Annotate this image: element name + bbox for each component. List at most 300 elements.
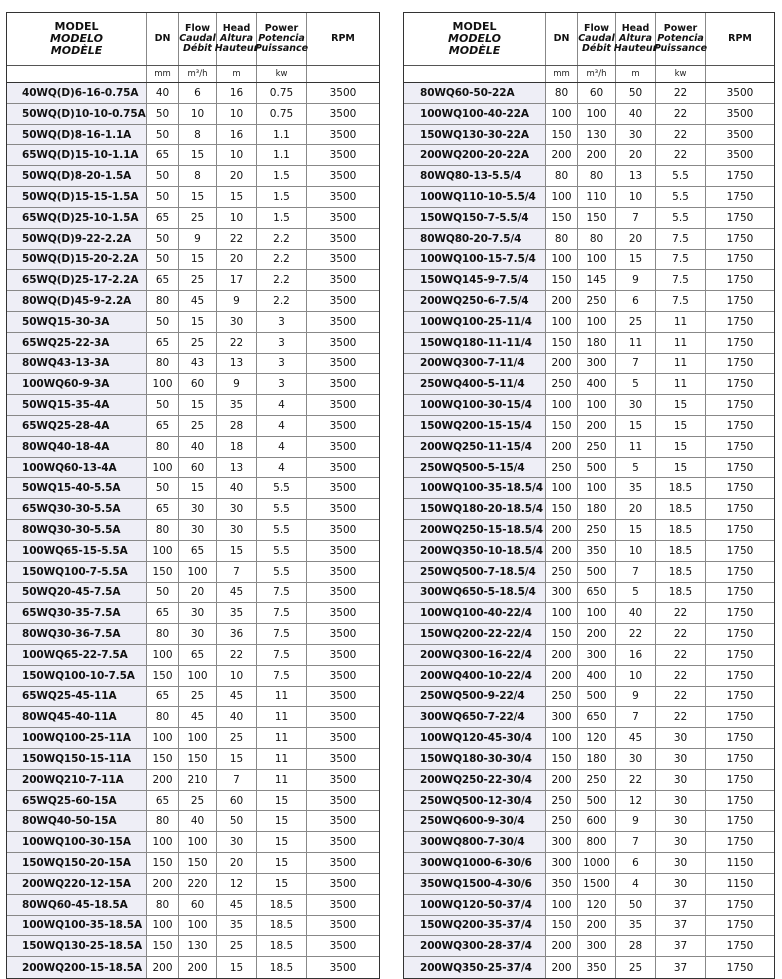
cell-rpm: 3500 [329,399,357,412]
cell-head: 22 [217,645,257,665]
cell-flow: 150 [578,208,616,228]
unit-rpm [706,66,774,82]
cell-rpm: 3500 [329,898,357,911]
cell-model: 200WQ400-10-22/4 [404,666,546,686]
cell-model: 80WQ40-18-4A [7,437,147,457]
table-row [7,603,379,624]
table-row [404,333,774,354]
cell-model: 200WQ200-15-18.5A [7,957,147,978]
cell-flow: 100 [179,916,217,936]
cell-head: 30 [217,832,257,852]
cell-flow: 350 [578,957,616,978]
cell-head: 15 [217,749,257,769]
cell-dn: 100 [147,728,179,748]
cell-rpm: 3500 [329,961,357,974]
cell-rpm: 3500 [329,170,357,183]
cell-power: 22 [656,104,706,124]
cell-model: 100WQ100-40-22A [404,104,546,124]
cell-rpm: 1750 [726,232,754,245]
table-row [404,145,774,166]
cell-dn: 100 [147,645,179,665]
cell-power: 7.5 [257,603,307,623]
cell-model: 80WQ60-50-22A [404,83,546,103]
cell-head: 40 [616,104,656,124]
cell-model: 150WQ200-22-22/4 [404,624,546,644]
cell-flow: 100 [179,562,217,582]
cell-rpm: 3500 [329,669,357,682]
cell-flow: 15 [179,395,217,415]
cell-dn: 65 [147,208,179,228]
cell-model: 50WQ(D)8-20-1.5A [7,166,147,186]
header-model-en: MODEL [54,20,99,33]
cell-rpm: 1750 [726,711,754,724]
cell-power: 1.1 [257,145,307,165]
table-row [7,707,379,728]
table-row [404,125,774,146]
cell-flow: 110 [578,187,616,207]
cell-power: 7.5 [257,645,307,665]
cell-head: 25 [616,312,656,332]
table-row [7,104,379,125]
cell-power: 22 [656,624,706,644]
cell-dn: 100 [546,104,578,124]
cell-rpm: 1750 [726,586,754,599]
cell-dn: 50 [147,166,179,186]
cell-flow: 25 [179,791,217,811]
cell-head: 35 [217,916,257,936]
cell-rpm: 3500 [329,253,357,266]
cell-flow: 60 [578,83,616,103]
table-row [404,874,774,895]
cell-flow: 8 [179,166,217,186]
cell-dn: 65 [147,145,179,165]
cell-dn: 200 [546,666,578,686]
cell-dn: 100 [546,728,578,748]
cell-dn: 100 [546,312,578,332]
cell-flow: 350 [578,541,616,561]
cell-rpm: 1750 [726,295,754,308]
cell-dn: 100 [147,374,179,394]
cell-flow: 25 [179,208,217,228]
cell-flow: 100 [578,250,616,270]
table-row [404,270,774,291]
cell-power: 11 [656,312,706,332]
cell-head: 9 [616,270,656,290]
cell-flow: 100 [578,603,616,623]
cell-head: 9 [217,291,257,311]
cell-power: 15 [257,832,307,852]
cell-power: 0.75 [257,104,307,124]
cell-head: 12 [616,791,656,811]
cell-dn: 50 [147,478,179,498]
cell-rpm: 1750 [726,898,754,911]
cell-rpm: 3500 [329,711,357,724]
cell-dn: 200 [546,520,578,540]
cell-dn: 100 [546,895,578,915]
cell-dn: 80 [546,83,578,103]
cell-power: 11 [656,374,706,394]
cell-rpm: 3500 [726,149,754,162]
cell-head: 35 [616,478,656,498]
cell-rpm: 1750 [726,190,754,203]
cell-model: 65WQ30-35-7.5A [7,603,147,623]
cell-dn: 200 [147,874,179,894]
cell-rpm: 3500 [329,815,357,828]
cell-rpm: 1750 [726,274,754,287]
cell-dn: 50 [147,250,179,270]
cell-model: 80WQ(D)45-9-2.2A [7,291,147,311]
table-row [7,312,379,333]
cell-model: 65WQ(D)25-17-2.2A [7,270,147,290]
cell-model: 300WQ1000-6-30/6 [404,853,546,873]
cell-model: 200WQ250-11-15/4 [404,437,546,457]
cell-head: 9 [616,687,656,707]
cell-dn: 50 [147,583,179,603]
cell-flow: 30 [179,603,217,623]
cell-rpm: 1750 [726,315,754,328]
cell-model: 100WQ60-13-4A [7,458,147,478]
cell-dn: 100 [147,458,179,478]
cell-model: 100WQ100-25-11/4 [404,312,546,332]
cell-rpm: 1750 [726,836,754,849]
table-row [404,229,774,250]
cell-power: 7.5 [656,291,706,311]
cell-power: 5.5 [257,541,307,561]
cell-power: 5.5 [257,499,307,519]
cell-rpm: 1750 [726,336,754,349]
cell-flow: 200 [179,957,217,978]
cell-dn: 65 [147,499,179,519]
table-row [7,936,379,957]
cell-rpm: 3500 [329,877,357,890]
cell-flow: 6 [179,83,217,103]
cell-flow: 300 [578,354,616,374]
header-dn: DN [147,13,179,65]
cell-flow: 500 [578,687,616,707]
table-row [404,957,774,978]
table-row [404,562,774,583]
cell-power: 2.2 [257,229,307,249]
cell-power: 22 [656,83,706,103]
cell-flow: 650 [578,707,616,727]
cell-power: 3 [257,354,307,374]
cell-model: 50WQ15-40-5.5A [7,478,147,498]
table-row [404,770,774,791]
cell-head: 17 [217,270,257,290]
cell-head: 30 [616,749,656,769]
cell-dn: 200 [546,770,578,790]
cell-rpm: 3500 [329,628,357,641]
pump-table-right [403,12,775,979]
cell-model: 80WQ30-30-5.5A [7,520,147,540]
cell-head: 30 [217,520,257,540]
cell-model: 250WQ500-5-15/4 [404,458,546,478]
cell-flow: 45 [179,291,217,311]
cell-flow: 250 [578,520,616,540]
cell-flow: 250 [578,437,616,457]
table-row [7,478,379,499]
cell-model: 200WQ200-20-22A [404,145,546,165]
cell-flow: 200 [578,145,616,165]
cell-flow: 100 [578,478,616,498]
header-dn: DN [546,13,578,65]
cell-rpm: 1750 [726,565,754,578]
cell-rpm: 3500 [329,690,357,703]
cell-rpm: 1750 [726,482,754,495]
table-row [404,687,774,708]
cell-model: 50WQ15-30-3A [7,312,147,332]
cell-rpm: 3500 [329,919,357,932]
cell-dn: 150 [147,936,179,956]
cell-power: 15 [656,458,706,478]
cell-flow: 400 [578,666,616,686]
table-row [7,562,379,583]
cell-dn: 150 [147,749,179,769]
cell-model: 65WQ25-28-4A [7,416,147,436]
cell-power: 4 [257,416,307,436]
cell-flow: 180 [578,333,616,353]
cell-model: 300WQ650-7-22/4 [404,707,546,727]
cell-power: 30 [656,832,706,852]
cell-model: 100WQ120-50-37/4 [404,895,546,915]
cell-power: 22 [656,645,706,665]
cell-flow: 100 [179,666,217,686]
cell-rpm: 1750 [726,732,754,745]
cell-power: 5.5 [257,562,307,582]
cell-flow: 400 [578,374,616,394]
cell-head: 10 [217,104,257,124]
cell-flow: 45 [179,707,217,727]
cell-power: 4 [257,458,307,478]
cell-dn: 200 [546,936,578,956]
cell-power: 18.5 [257,895,307,915]
cell-rpm: 3500 [329,107,357,120]
cell-dn: 100 [147,832,179,852]
cell-head: 16 [616,645,656,665]
cell-power: 5.5 [257,478,307,498]
table-row [404,104,774,125]
table-row [404,187,774,208]
cell-power: 3 [257,333,307,353]
table-row [404,707,774,728]
cell-power: 5.5 [257,520,307,540]
table-header [7,13,379,66]
cell-power: 30 [656,770,706,790]
cell-model: 80WQ30-36-7.5A [7,624,147,644]
cell-power: 4 [257,437,307,457]
cell-dn: 100 [546,187,578,207]
cell-power: 5.5 [656,187,706,207]
cell-rpm: 3500 [329,440,357,453]
cell-head: 18 [217,437,257,457]
header-model-fr: MODÈLE [50,44,103,57]
cell-model: 300WQ650-5-18.5/4 [404,583,546,603]
cell-dn: 100 [546,250,578,270]
cell-rpm: 3500 [329,648,357,661]
cell-dn: 200 [546,957,578,978]
table-row [7,208,379,229]
unit-power: kw [656,66,706,82]
cell-dn: 150 [147,666,179,686]
cell-flow: 60 [179,458,217,478]
cell-model: 150WQ130-25-18.5A [7,936,147,956]
table-row [404,395,774,416]
cell-head: 45 [217,895,257,915]
cell-model: 65WQ30-30-5.5A [7,499,147,519]
cell-power: 37 [656,895,706,915]
cell-flow: 300 [578,645,616,665]
cell-dn: 150 [546,208,578,228]
cell-rpm: 3500 [329,565,357,578]
cell-dn: 65 [147,791,179,811]
cell-power: 22 [656,145,706,165]
cell-rpm: 1750 [726,357,754,370]
cell-flow: 250 [578,291,616,311]
header-head: Head Altura Hauteur [217,13,257,65]
cell-power: 1.5 [257,208,307,228]
cell-power: 37 [656,916,706,936]
cell-power: 30 [656,791,706,811]
cell-model: 200WQ220-12-15A [7,874,147,894]
header-flow: Flow Caudal Débit [179,13,217,65]
cell-dn: 65 [147,416,179,436]
cell-model: 150WQ180-20-18.5/4 [404,499,546,519]
header-model [7,13,147,65]
cell-power: 18.5 [656,499,706,519]
cell-model: 80WQ40-50-15A [7,811,147,831]
cell-head: 60 [217,791,257,811]
cell-rpm: 3500 [329,482,357,495]
table-row [404,208,774,229]
cell-flow: 25 [179,687,217,707]
cell-head: 7 [217,562,257,582]
cell-rpm: 1750 [726,211,754,224]
cell-model: 200WQ350-25-37/4 [404,957,546,978]
table-row [404,791,774,812]
table-row [7,395,379,416]
cell-power: 2.2 [257,270,307,290]
table-row [7,458,379,479]
cell-flow: 30 [179,499,217,519]
table-row [7,749,379,770]
cell-flow: 30 [179,520,217,540]
cell-flow: 145 [578,270,616,290]
cell-head: 15 [217,957,257,978]
table-row [404,916,774,937]
cell-model: 150WQ180-30-30/4 [404,749,546,769]
cell-model: 65WQ(D)15-10-1.1A [7,145,147,165]
cell-flow: 80 [578,166,616,186]
table-row [7,187,379,208]
cell-rpm: 1750 [726,170,754,183]
cell-flow: 80 [578,229,616,249]
cell-rpm: 1750 [726,773,754,786]
table-row [7,853,379,874]
cell-flow: 180 [578,749,616,769]
cell-rpm: 1750 [726,648,754,661]
cell-head: 10 [217,666,257,686]
cell-power: 4 [257,395,307,415]
cell-dn: 100 [147,541,179,561]
table-row [7,957,379,978]
cell-head: 15 [616,416,656,436]
cell-dn: 150 [546,270,578,290]
table-row [7,145,379,166]
table-row [7,687,379,708]
cell-power: 15 [656,437,706,457]
cell-dn: 80 [546,166,578,186]
cell-dn: 100 [546,478,578,498]
cell-model: 100WQ110-10-5.5/4 [404,187,546,207]
cell-dn: 300 [546,583,578,603]
cell-dn: 150 [546,624,578,644]
unit-dn: mm [546,66,578,82]
cell-flow: 500 [578,458,616,478]
cell-model: 80WQ43-13-3A [7,354,147,374]
cell-dn: 50 [147,229,179,249]
cell-rpm: 3500 [329,794,357,807]
cell-model: 100WQ100-30-15A [7,832,147,852]
cell-power: 7.5 [257,624,307,644]
table-row [7,645,379,666]
cell-flow: 25 [179,333,217,353]
cell-head: 40 [217,707,257,727]
cell-head: 5 [616,583,656,603]
cell-flow: 100 [179,832,217,852]
table-row [404,666,774,687]
cell-flow: 25 [179,416,217,436]
cell-dn: 50 [147,104,179,124]
cell-power: 2.2 [257,250,307,270]
table-row [404,541,774,562]
cell-dn: 200 [546,541,578,561]
cell-model: 150WQ100-7-5.5A [7,562,147,582]
table-row [7,624,379,645]
cell-flow: 500 [578,562,616,582]
cell-dn: 65 [147,270,179,290]
cell-dn: 250 [546,791,578,811]
cell-head: 30 [217,312,257,332]
cell-head: 16 [217,83,257,103]
cell-flow: 200 [578,624,616,644]
cell-head: 20 [616,229,656,249]
cell-flow: 25 [179,270,217,290]
cell-dn: 150 [147,562,179,582]
table-row [7,770,379,791]
cell-rpm: 3500 [329,295,357,308]
cell-head: 20 [217,166,257,186]
cell-flow: 150 [179,853,217,873]
table-row [404,458,774,479]
cell-rpm: 3500 [329,544,357,557]
cell-head: 36 [217,624,257,644]
cell-rpm: 3500 [329,336,357,349]
unit-power: kw [257,66,307,82]
cell-head: 15 [616,520,656,540]
cell-power: 5.5 [656,166,706,186]
table-row [7,166,379,187]
cell-power: 30 [656,874,706,894]
cell-model: 100WQ100-25-11A [7,728,147,748]
cell-power: 30 [656,853,706,873]
cell-power: 18.5 [257,957,307,978]
cell-head: 20 [217,250,257,270]
cell-power: 2.2 [257,291,307,311]
cell-rpm: 3500 [329,836,357,849]
cell-rpm: 3500 [329,86,357,99]
cell-model: 65WQ(D)25-10-1.5A [7,208,147,228]
cell-model: 80WQ80-13-5.5/4 [404,166,546,186]
